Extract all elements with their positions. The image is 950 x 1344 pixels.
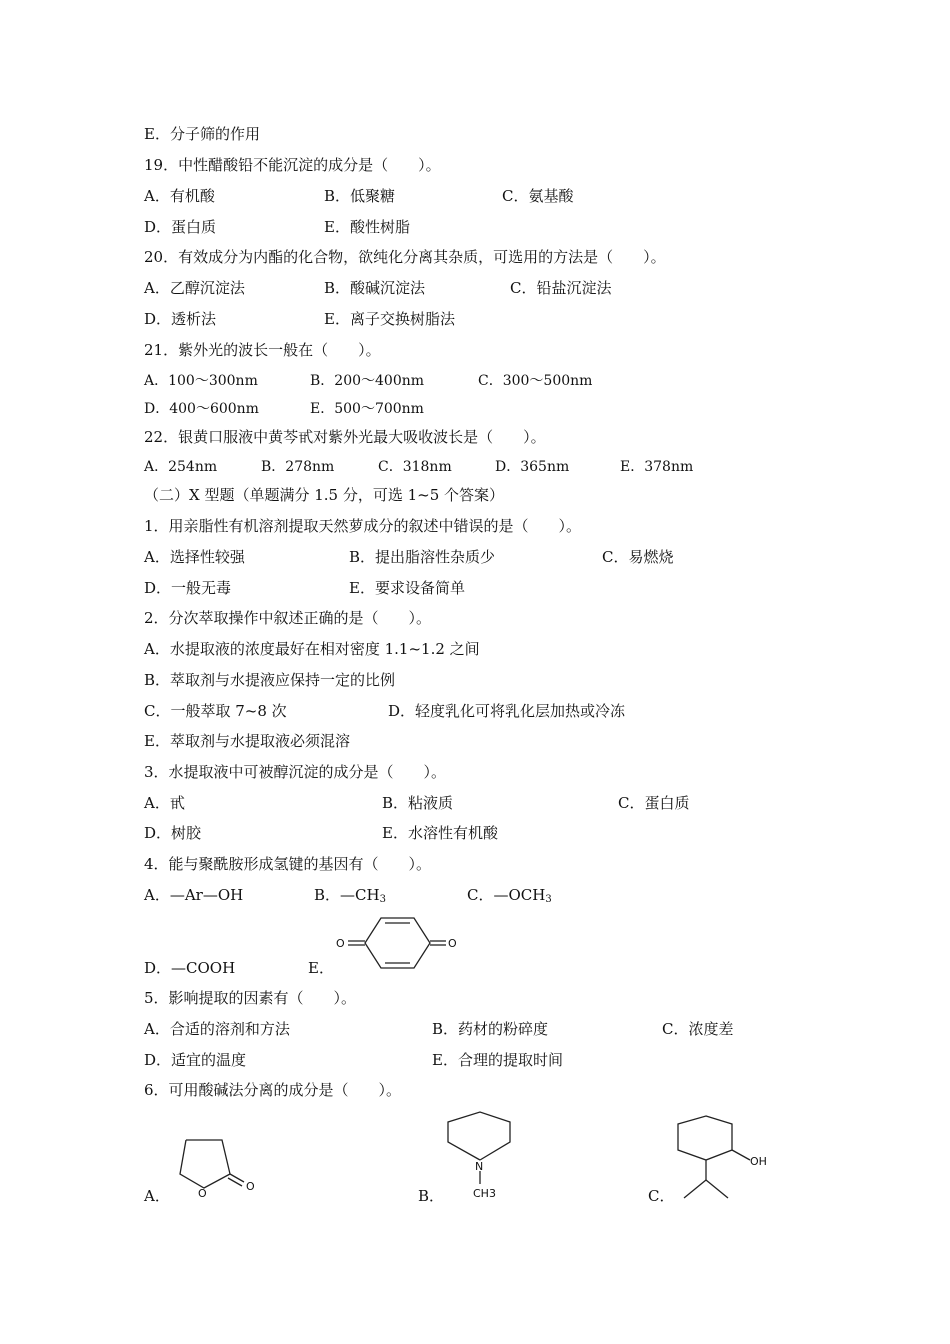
q21-option-b: B．200～400nm bbox=[310, 373, 425, 389]
hydroxyl-label: OH bbox=[750, 1155, 767, 1168]
x5-option-d: D．适宜的温度 bbox=[144, 1051, 247, 1069]
q20-option-b: B．酸碱沉淀法 bbox=[324, 279, 426, 297]
x3-option-a: A．甙 bbox=[144, 794, 185, 812]
x4-option-c-text: C．—OCH bbox=[467, 886, 546, 904]
q20-option-d: D．透析法 bbox=[144, 310, 217, 328]
x4-option-a: A．—Ar—OH bbox=[144, 886, 244, 904]
q19-option-c: C．氨基酸 bbox=[502, 187, 574, 205]
x2-option-a: A．水提取液的浓度最好在相对密度 1.1~1.2 之间 bbox=[144, 640, 480, 658]
q20-option-e: E．离子交换树脂法 bbox=[324, 310, 455, 328]
x-question-2: 2．分次萃取操作中叙述正确的是（ ）。 bbox=[144, 609, 432, 627]
q21-option-a: A．100～300nm bbox=[144, 373, 258, 389]
x3-option-e: E．水溶性有机酸 bbox=[382, 824, 498, 842]
x4-option-c bbox=[467, 885, 552, 910]
x4-option-b-subscript: 3 bbox=[379, 894, 386, 905]
x-question-3: 3．水提取液中可被醇沉淀的成分是（ ）。 bbox=[144, 763, 447, 781]
x6-option-c: C． bbox=[648, 1187, 675, 1205]
x5-option-e: E．合理的提取时间 bbox=[432, 1051, 563, 1069]
x-question-4: 4．能与聚酰胺形成氢键的基因有（ ）。 bbox=[144, 855, 432, 873]
x2-option-e: E．萃取剂与水提取液必须混溶 bbox=[144, 732, 350, 750]
isopropylcyclohexanol-structure bbox=[670, 1110, 775, 1205]
x3-option-d: D．树胶 bbox=[144, 824, 202, 842]
x4-option-e: E． bbox=[308, 959, 334, 977]
quinone-oxygen-right: O bbox=[448, 937, 457, 950]
q21-option-c: C．300～500nm bbox=[478, 373, 593, 389]
x4-option-b-text: B．—CH bbox=[314, 886, 380, 904]
x1-option-e: E．要求设备简单 bbox=[349, 579, 465, 597]
lactone-ring bbox=[180, 1140, 230, 1188]
x4-option-c-subscript: 3 bbox=[545, 894, 552, 905]
q22-option-b: B．278nm bbox=[261, 459, 335, 475]
x5-option-b: B．药材的粉碎度 bbox=[432, 1020, 549, 1038]
x3-option-c: C．蛋白质 bbox=[618, 794, 690, 812]
quinone-oxygen-left: O bbox=[336, 937, 345, 950]
n-methylpiperidine-structure bbox=[440, 1108, 530, 1203]
q21-option-d: D．400～600nm bbox=[144, 401, 259, 417]
x6-option-a: A． bbox=[144, 1187, 170, 1205]
x3-option-b: B．粘液质 bbox=[382, 794, 454, 812]
option-e-prev: E．分子筛的作用 bbox=[144, 125, 260, 143]
x1-option-d: D．一般无毒 bbox=[144, 579, 232, 597]
q19-option-d: D．蛋白质 bbox=[144, 218, 217, 236]
q22-option-d: D．365nm bbox=[495, 459, 570, 475]
q22-option-c: C．318nm bbox=[378, 459, 452, 475]
cyclohexane-ring bbox=[678, 1116, 732, 1160]
isopropyl-methyl-right bbox=[706, 1180, 728, 1198]
x4-option-d: D．—COOH bbox=[144, 959, 236, 977]
q19-option-a: A．有机酸 bbox=[144, 187, 215, 205]
x1-option-b: B．提出脂溶性杂质少 bbox=[349, 548, 496, 566]
x-question-5: 5．影响提取的因素有（ ）。 bbox=[144, 989, 357, 1007]
isopropyl-methyl-left bbox=[684, 1180, 706, 1198]
x1-option-c: C．易燃烧 bbox=[602, 548, 674, 566]
q22-option-a: A．254nm bbox=[144, 459, 218, 475]
hydroxyl-bond bbox=[732, 1150, 750, 1160]
x2-option-d: D．轻度乳化可将乳化层加热或冷冻 bbox=[388, 702, 626, 720]
x5-option-c: C．浓度差 bbox=[662, 1020, 734, 1038]
question-19: 19．中性醋酸铅不能沉淀的成分是（ ）。 bbox=[144, 156, 441, 174]
x4-option-b bbox=[314, 885, 386, 910]
question-20: 20．有效成分为内酯的化合物，欲纯化分离其杂质，可选用的方法是（ ）。 bbox=[144, 248, 666, 266]
x-question-1: 1．用亲脂性有机溶剂提取天然萝成分的叙述中错误的是（ ）。 bbox=[144, 517, 582, 535]
quinone-ring bbox=[365, 918, 430, 968]
x2-option-c: C．一般萃取 7~8 次 bbox=[144, 702, 287, 720]
x5-option-a: A．合适的溶剂和方法 bbox=[144, 1020, 290, 1038]
q19-option-b: B．低聚糖 bbox=[324, 187, 396, 205]
x2-option-b: B．萃取剂与水提液应保持一定的比例 bbox=[144, 671, 396, 689]
x1-option-a: A．选择性较强 bbox=[144, 548, 245, 566]
lactone-ring-oxygen: O bbox=[198, 1187, 207, 1200]
benzoquinone-structure bbox=[334, 912, 460, 974]
x6-option-b: B． bbox=[418, 1187, 445, 1205]
piperidine-nitrogen: N bbox=[475, 1160, 484, 1173]
lactone-carbonyl-oxygen: O bbox=[246, 1180, 255, 1193]
question-21: 21．紫外光的波长一般在（ ）。 bbox=[144, 341, 381, 359]
section-heading: （二）X 型题（单题满分 1.5 分，可选 1~5 个答案） bbox=[144, 486, 505, 504]
q21-option-e: E．500～700nm bbox=[310, 401, 424, 417]
butyrolactone-structure bbox=[170, 1130, 265, 1205]
piperidine-methyl-label: CH3 bbox=[473, 1187, 496, 1200]
q22-option-e: E．378nm bbox=[620, 459, 694, 475]
q19-option-e: E．酸性树脂 bbox=[324, 218, 410, 236]
question-22: 22．银黄口服液中黄芩甙对紫外光最大吸收波长是（ ）。 bbox=[144, 428, 546, 446]
piperidine-ring bbox=[448, 1112, 510, 1160]
x-question-6: 6．可用酸碱法分离的成分是（ ）。 bbox=[144, 1081, 402, 1099]
q20-option-a: A．乙醇沉淀法 bbox=[144, 279, 245, 297]
q20-option-c: C．铅盐沉淀法 bbox=[510, 279, 612, 297]
